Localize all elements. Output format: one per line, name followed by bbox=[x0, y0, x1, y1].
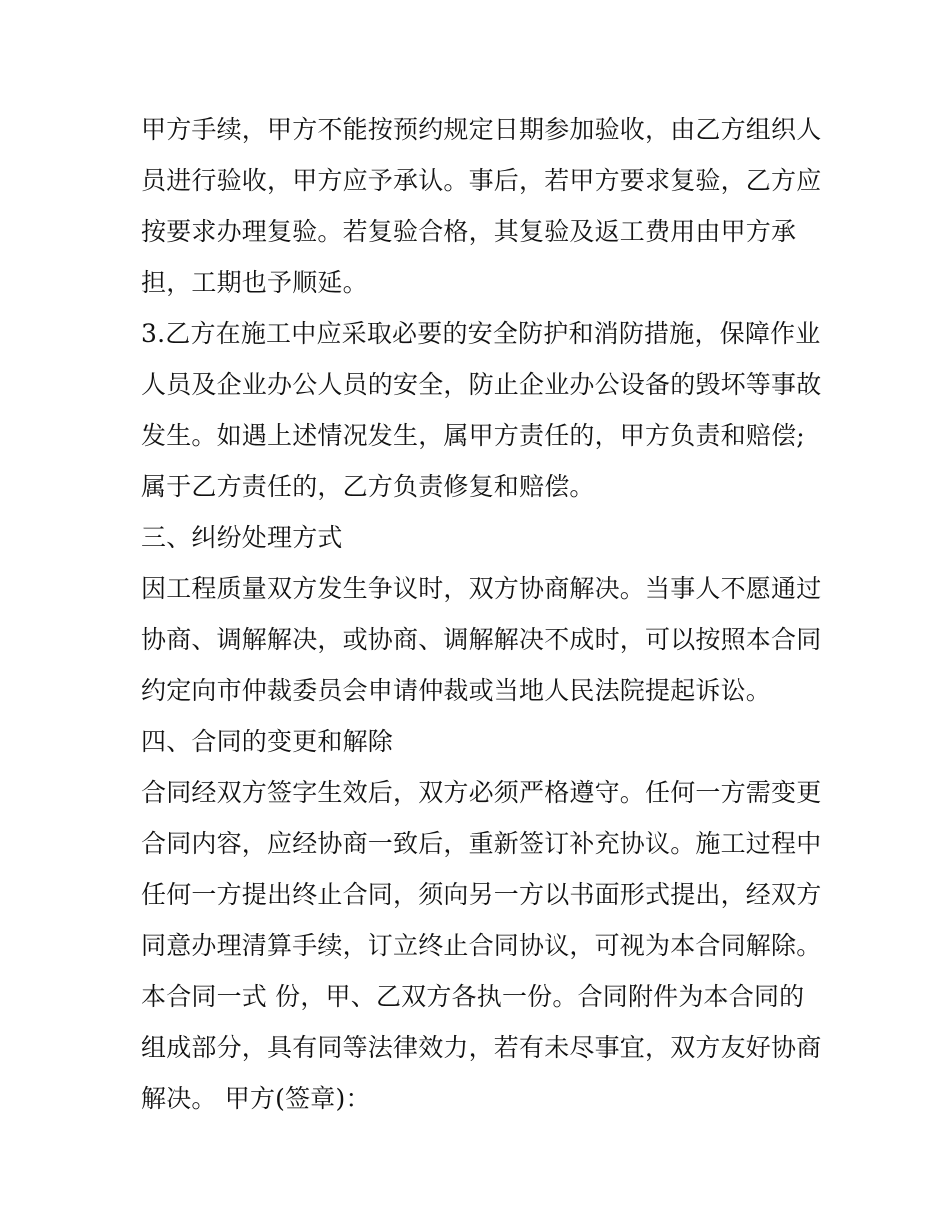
text-line: 担，工期也予顺延。 bbox=[141, 268, 368, 297]
signature-line: 解决。 甲方(签章)： bbox=[141, 1084, 371, 1113]
text-line: 因工程质量双方发生争议时，双方协商解决。当事人不愿通过 bbox=[141, 574, 822, 603]
text-line: 任何一方提出终止合同，须向另一方以书面形式提出，经双方 bbox=[141, 880, 822, 909]
text-line: 人员及企业办公人员的安全，防止企业办公设备的毁坏等事故 bbox=[141, 370, 822, 399]
text-line: 甲方手续，甲方不能按预约规定日期参加验收，由乙方组织人 bbox=[141, 115, 822, 144]
section-heading: 三、纠纷处理方式 bbox=[141, 523, 343, 552]
section-heading: 四、合同的变更和解除 bbox=[141, 727, 394, 756]
text-line: 本合同一式 份，甲、乙双方各执一份。合同附件为本合同的 bbox=[141, 982, 805, 1011]
text-line: 组成部分，具有同等法律效力，若有未尽事宜，双方友好协商 bbox=[141, 1033, 822, 1062]
text-line: 员进行验收，甲方应予承认。事后，若甲方要求复验，乙方应 bbox=[141, 166, 822, 195]
text-line: 合同内容，应经协商一致后，重新签订补充协议。施工过程中 bbox=[141, 829, 822, 858]
text-line: 发生。如遇上述情况发生，属甲方责任的，甲方负责和赔偿; bbox=[141, 421, 805, 450]
text-line: 协商、调解解决，或协商、调解解决不成时，可以按照本合同 bbox=[141, 625, 822, 654]
text-line: 同意办理清算手续，订立终止合同协议，可视为本合同解除。 bbox=[141, 931, 822, 960]
text-line: 合同经双方签字生效后，双方必须严格遵守。任何一方需变更 bbox=[141, 778, 822, 807]
text-line: 属于乙方责任的，乙方负责修复和赔偿。 bbox=[141, 472, 595, 501]
text-line: 按要求办理复验。若复验合格，其复验及返工费用由甲方承 bbox=[141, 217, 797, 246]
text-line: 3.乙方在施工中应采取必要的安全防护和消防措施，保障作业 bbox=[141, 319, 821, 348]
text-line: 约定向市仲裁委员会申请仲裁或当地人民法院提起诉讼。 bbox=[141, 676, 772, 705]
contract-text-body bbox=[141, 104, 821, 1124]
